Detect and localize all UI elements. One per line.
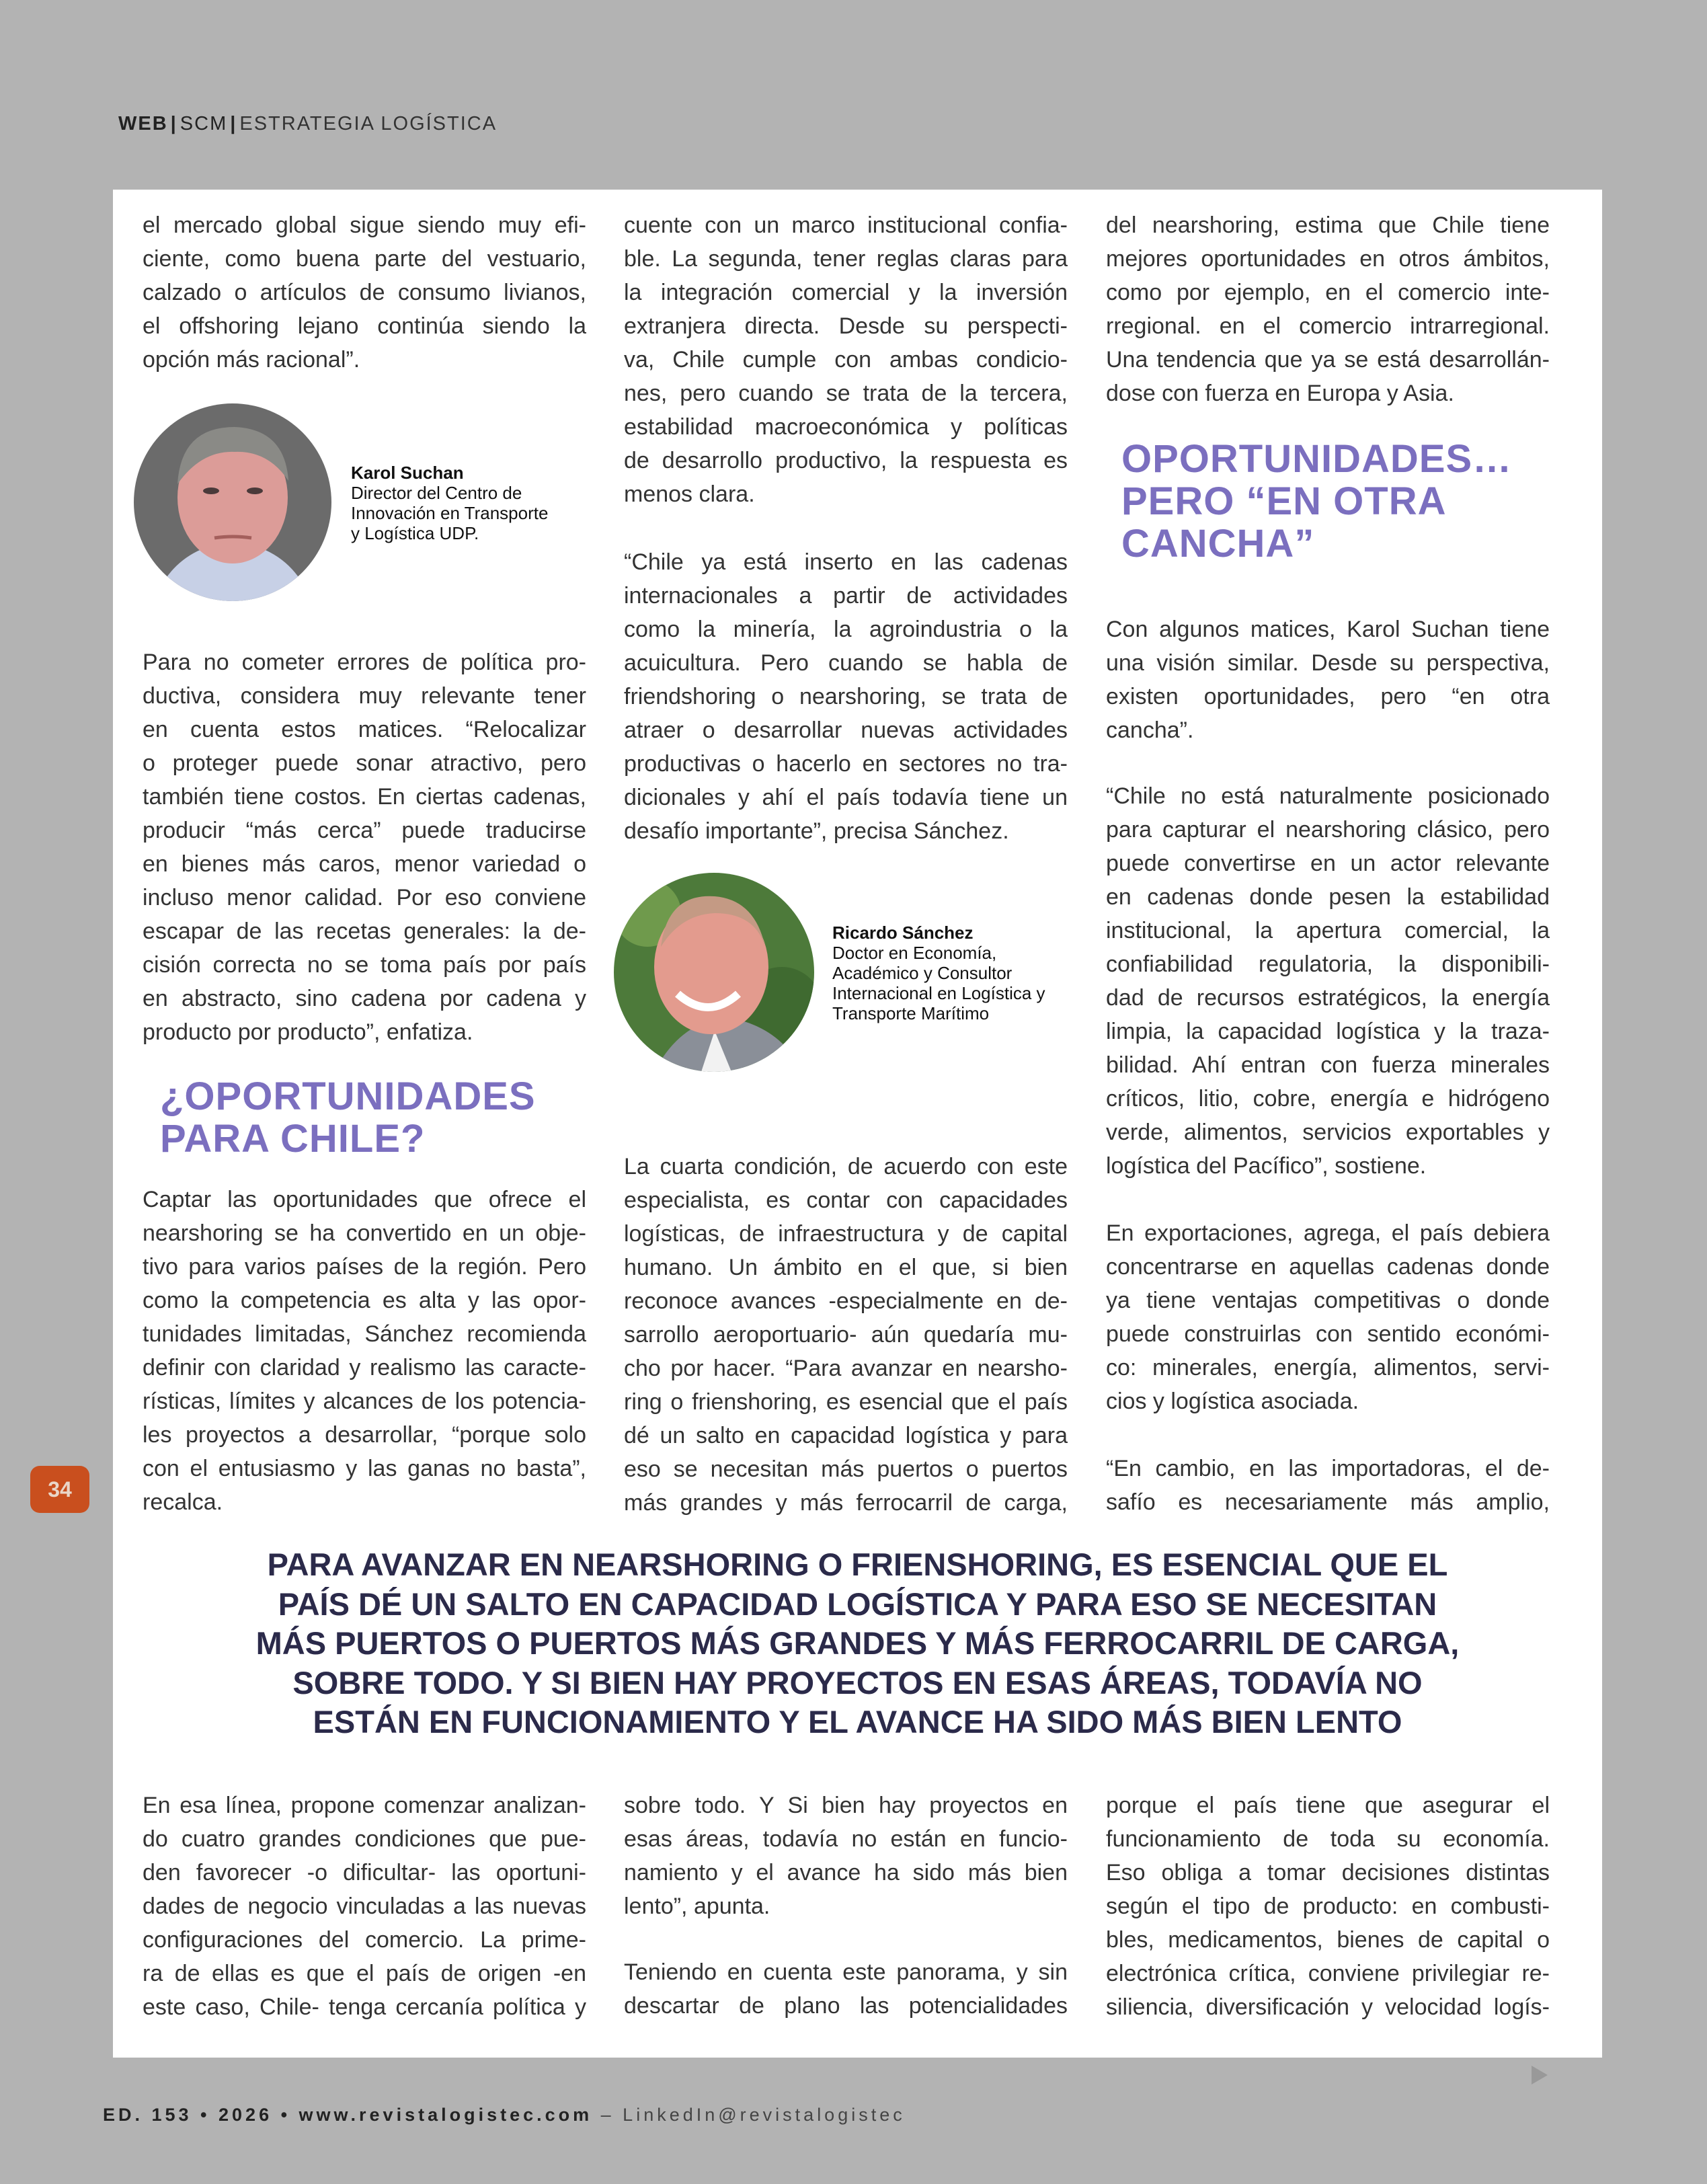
next-page-arrow-icon[interactable] bbox=[1532, 2066, 1548, 2084]
text-line: Eso obliga a tomar decisiones distintas bbox=[1106, 1860, 1550, 1885]
footer-social: – LinkedIn@revistalogistec bbox=[592, 2105, 906, 2125]
subheading-oportunidades-chile bbox=[160, 1075, 536, 1160]
text-line: rísticas, límites y alcances de los potencia- bbox=[143, 1389, 586, 1414]
text-line: La cuarta condición, de acuerdo con este bbox=[624, 1154, 1068, 1179]
text-line: acuicultura. Pero cuando se habla de bbox=[624, 650, 1068, 676]
text-line: también tiene costos. En ciertas cadenas, bbox=[143, 784, 586, 810]
text-line: el mercado global sigue siendo muy efi- bbox=[143, 212, 586, 238]
paragraph bbox=[1106, 779, 1550, 1183]
pull-quote-line: PARA AVANZAR EN NEARSHORING O FRIENSHORING, ES ESENCIAL QUE EL bbox=[267, 1547, 1448, 1582]
caption-karol-suchan bbox=[351, 463, 548, 543]
text-line: de desarrollo productivo, la respuesta es bbox=[624, 448, 1068, 473]
profile-title: Director del Centro de bbox=[351, 483, 522, 503]
text-line: especialista, es contar con capacidades bbox=[624, 1187, 1068, 1213]
text-line: humano. Un ámbito en el que, si bien bbox=[624, 1255, 1068, 1280]
text-line: siliencia, diversificación y velocidad logís- bbox=[1106, 1994, 1550, 2020]
subheading-otra-cancha bbox=[1121, 438, 1512, 565]
heading-line: OPORTUNIDADES… bbox=[1121, 437, 1513, 481]
header-separator: | bbox=[230, 113, 237, 134]
text-line: reconoce avances -especialmente en de- bbox=[624, 1288, 1068, 1314]
pull-quote-line: SOBRE TODO. Y SI BIEN HAY PROYECTOS EN ESAS ÁREAS, TODAVÍA NO bbox=[292, 1664, 1423, 1701]
text-line: una visión similar. Desde su perspectiva, bbox=[1106, 650, 1550, 676]
text-line: confiabilidad regulatoria, la disponibili- bbox=[1106, 951, 1550, 977]
text-line: logísticas, de infraestructura y de capital bbox=[624, 1221, 1068, 1247]
text-line: producto por producto”, enfatiza. bbox=[143, 1019, 473, 1045]
text-line: del nearshoring, estima que Chile tiene bbox=[1106, 212, 1550, 238]
profile-name: Karol Suchan bbox=[351, 463, 464, 483]
caption-ricardo-sanchez bbox=[832, 923, 1045, 1023]
text-line: tivo para varios países de la región. Pero bbox=[143, 1254, 586, 1280]
text-line: internacionales a partir de actividades bbox=[624, 583, 1068, 609]
text-line: dé un salto en capacidad logística y para bbox=[624, 1423, 1068, 1448]
text-line: atraer o desarrollar nuevas actividades bbox=[624, 717, 1068, 743]
text-line: más grandes y más ferrocarril de carga, bbox=[624, 1490, 1068, 1516]
text-line: Una tendencia que ya se está desarrollán- bbox=[1106, 347, 1550, 373]
portrait-karol-suchan bbox=[134, 403, 331, 601]
paragraph bbox=[624, 1150, 1068, 1520]
paragraph bbox=[143, 1789, 586, 2024]
text-line: críticos, litio, cobre, energía e hidrógeno bbox=[1106, 1086, 1550, 1112]
profile-title: Doctor en Economía, bbox=[832, 943, 997, 963]
text-line: dades de negocio vinculadas a las nuevas bbox=[143, 1894, 586, 1919]
text-line: friendshoring o nearshoring, se trata de bbox=[624, 684, 1068, 709]
text-line: mejores oportunidades en otros ámbitos, bbox=[1106, 246, 1550, 272]
text-line: calzado o artículos de consumo livianos, bbox=[143, 280, 586, 305]
text-line: institucional, la apertura comercial, la bbox=[1106, 918, 1550, 943]
text-line: con el entusiasmo y las ganas no basta”, bbox=[143, 1456, 586, 1481]
text-line: ya tiene ventajas competitivas o donde bbox=[1106, 1288, 1550, 1313]
text-line: bilidad. Ahí entran con fuerza minerales bbox=[1106, 1052, 1550, 1078]
text-line: Con algunos matices, Karol Suchan tiene bbox=[1106, 617, 1550, 642]
text-line: cho por hacer. “Para avanzar en nearsho- bbox=[624, 1356, 1068, 1381]
text-line: opción más racional”. bbox=[143, 347, 360, 373]
profile-title: Transporte Marítimo bbox=[832, 1003, 990, 1023]
text-line: menos clara. bbox=[624, 481, 755, 507]
footer-edition: ED. 153 • 2026 • www.revistalogistec.com bbox=[103, 2105, 593, 2125]
paragraph bbox=[1106, 1789, 1550, 2024]
text-line: el offshoring lejano continúa siendo la bbox=[143, 313, 586, 339]
paragraph bbox=[624, 1789, 1068, 1923]
text-line: esas áreas, todavía no están en funcio- bbox=[624, 1826, 1068, 1852]
pull-quote-line: ESTÁN EN FUNCIONAMIENTO Y EL AVANCE HA SIDO MÁS BIEN LENTO bbox=[313, 1704, 1402, 1740]
footer bbox=[103, 2105, 906, 2126]
profile-title: Internacional en Logística y bbox=[832, 983, 1045, 1003]
text-line: ra de ellas es que el país de origen -en bbox=[143, 1961, 586, 1986]
text-line: puede convertirse en un actor relevante bbox=[1106, 851, 1550, 876]
portrait-image bbox=[134, 403, 331, 601]
text-line: cisión correcta no se toma país por país bbox=[143, 952, 586, 978]
profile-title: y Logística UDP. bbox=[351, 523, 479, 543]
paragraph bbox=[1106, 1452, 1550, 1519]
text-line: bles, medicamentos, bienes de capital o bbox=[1106, 1927, 1550, 1953]
text-line: tunidades limitadas, Sánchez recomienda bbox=[143, 1321, 586, 1347]
profile-title: Académico y Consultor bbox=[832, 963, 1013, 983]
text-line: “En cambio, en las importadoras, el de- bbox=[1106, 1456, 1550, 1481]
text-line: do cuatro grandes condiciones que pue- bbox=[143, 1826, 586, 1852]
text-line: electrónica crítica, conviene privilegiar re- bbox=[1106, 1961, 1550, 1986]
text-line: concentrarse en aquellas cadenas donde bbox=[1106, 1254, 1550, 1280]
text-line: ring o frienshoring, es esencial que el país bbox=[624, 1389, 1068, 1415]
text-line: recalca. bbox=[143, 1489, 223, 1515]
text-line: productivas o hacerlo en sectores no tra- bbox=[624, 751, 1068, 777]
text-line: lento”, apunta. bbox=[624, 1894, 770, 1919]
text-line: cios y logística asociada. bbox=[1106, 1389, 1359, 1414]
heading-line: ¿OPORTUNIDADES bbox=[160, 1075, 536, 1118]
text-line: rregional. en el comercio intrarregional. bbox=[1106, 313, 1550, 339]
text-line: ble. La segunda, tener reglas claras para bbox=[624, 246, 1068, 272]
text-line: funcionamiento de toda su economía. bbox=[1106, 1826, 1550, 1852]
paragraph bbox=[1106, 613, 1550, 747]
text-line: nes, pero cuando se trata de la tercera, bbox=[624, 381, 1068, 406]
text-line: como por ejemplo, en el comercio inte- bbox=[1106, 280, 1550, 305]
text-line: existen oportunidades, pero “en otra bbox=[1106, 684, 1550, 709]
text-line: definir con claridad y realismo las caracte- bbox=[143, 1355, 586, 1380]
text-line: como la competencia es alta y las opor- bbox=[143, 1288, 586, 1313]
text-line: eso se necesitan más puertos o puertos bbox=[624, 1456, 1068, 1482]
text-line: porque el país tiene que asegurar el bbox=[1106, 1793, 1550, 1818]
paragraph bbox=[624, 1955, 1068, 2023]
header-separator: | bbox=[170, 113, 177, 134]
text-line: según el tipo de producto: en combusti- bbox=[1106, 1894, 1550, 1919]
portrait-ricardo-sanchez bbox=[614, 873, 814, 1072]
pull-quote bbox=[113, 1545, 1602, 1742]
text-line: descartar de plano las potencialidades bbox=[624, 1993, 1068, 2019]
text-line: sarrollo aeroportuario- aún quedaría mu- bbox=[624, 1322, 1068, 1348]
header-section: ESTRATEGIA LOGÍSTICA bbox=[239, 113, 498, 134]
text-line: desafío importante”, precisa Sánchez. bbox=[624, 818, 1009, 844]
text-line: en cadenas donde pesen la estabilidad bbox=[1106, 884, 1550, 910]
text-line: Captar las oportunidades que ofrece el bbox=[143, 1187, 586, 1212]
paragraph bbox=[143, 208, 586, 377]
text-line: en abstracto, sino cadena por cadena y bbox=[143, 986, 586, 1011]
text-line: cancha”. bbox=[1106, 717, 1194, 743]
header-web: WEB bbox=[118, 113, 168, 134]
text-line: den favorecer -o dificultar- las oportuni- bbox=[143, 1860, 586, 1885]
text-line: dad de recursos estratégicos, la energía bbox=[1106, 985, 1550, 1011]
text-line: safío es necesariamente más amplio, bbox=[1106, 1489, 1550, 1515]
section-header bbox=[118, 113, 497, 135]
heading-line: PERO “EN OTRA bbox=[1121, 479, 1447, 523]
text-line: ciente, como buena parte del vestuario, bbox=[143, 246, 586, 272]
text-line: co: minerales, energía, alimentos, servi- bbox=[1106, 1355, 1550, 1380]
text-line: extranjera directa. Desde su perspecti- bbox=[624, 313, 1068, 339]
text-line: “Chile ya está inserto en las cadenas bbox=[624, 549, 1068, 575]
paragraph bbox=[143, 1183, 586, 1519]
text-line: les proyectos a desarrollar, “porque solo bbox=[143, 1422, 586, 1448]
text-line: o proteger puede sonar atractivo, pero bbox=[143, 750, 586, 776]
text-line: Para no cometer errores de política pro- bbox=[143, 650, 586, 675]
text-line: en bienes más caros, menor variedad o bbox=[143, 851, 586, 877]
text-line: sobre todo. Y Si bien hay proyectos en bbox=[624, 1793, 1068, 1818]
page-number-badge: 34 bbox=[30, 1466, 89, 1513]
pull-quote-line: PAÍS DÉ UN SALTO EN CAPACIDAD LOGÍSTICA Y PARA ESO SE NECESITAN bbox=[278, 1586, 1437, 1622]
heading-line: PARA CHILE? bbox=[160, 1117, 426, 1161]
paragraph bbox=[624, 208, 1068, 511]
paragraph bbox=[1106, 208, 1550, 410]
text-line: logística del Pacífico”, sostiene. bbox=[1106, 1153, 1427, 1179]
text-line: verde, alimentos, servicios exportables y bbox=[1106, 1120, 1550, 1145]
pull-quote-line: MÁS PUERTOS O PUERTOS MÁS GRANDES Y MÁS FERROCARRIL DE CARGA, bbox=[255, 1625, 1460, 1661]
paragraph bbox=[143, 646, 586, 1049]
text-line: cuente con un marco institucional confia- bbox=[624, 212, 1068, 238]
profile-title: Innovación en Transporte bbox=[351, 503, 549, 523]
text-line: va, Chile cumple con ambas condicio- bbox=[624, 347, 1068, 373]
text-line: “Chile no está naturalmente posicionado bbox=[1106, 783, 1550, 809]
text-line: dose con fuerza en Europa y Asia. bbox=[1106, 381, 1454, 406]
heading-line: CANCHA” bbox=[1121, 522, 1315, 566]
text-line: ductiva, considera muy relevante tener bbox=[143, 683, 586, 709]
text-line: este caso, Chile- tenga cercanía política y bbox=[143, 1994, 586, 2020]
paragraph bbox=[624, 545, 1068, 848]
portrait-image bbox=[614, 873, 814, 1072]
text-line: para capturar el nearshoring clásico, pero bbox=[1106, 817, 1550, 843]
text-line: Teniendo en cuenta este panorama, y sin bbox=[624, 1959, 1068, 1985]
text-line: la integración comercial y la inversión bbox=[624, 280, 1068, 305]
text-line: limpia, la capacidad logística y la traza- bbox=[1106, 1019, 1550, 1044]
text-line: En esa línea, propone comenzar analizan- bbox=[143, 1793, 586, 1818]
text-line: En exportaciones, agrega, el país debiera bbox=[1106, 1220, 1550, 1246]
header-scm: SCM bbox=[180, 113, 228, 134]
profile-name: Ricardo Sánchez bbox=[832, 923, 974, 943]
text-line: namiento y el avance ha sido más bien bbox=[624, 1860, 1068, 1885]
paragraph bbox=[1106, 1216, 1550, 1418]
text-line: estabilidad macroeconómica y políticas bbox=[624, 414, 1068, 440]
text-line: dicionales y ahí el país todavía tiene un bbox=[624, 785, 1068, 810]
text-line: producir “más cerca” puede traducirse bbox=[143, 818, 586, 843]
text-line: puede construirlas con sentido económi- bbox=[1106, 1321, 1550, 1347]
text-line: escapar de las recetas generales: la de- bbox=[143, 919, 586, 944]
text-line: nearshoring se ha convertido en un obje- bbox=[143, 1220, 586, 1246]
text-line: configuraciones del comercio. La prime- bbox=[143, 1927, 586, 1953]
text-line: como la minería, la agroindustria o la bbox=[624, 617, 1068, 642]
text-line: incluso menor calidad. Por eso conviene bbox=[143, 885, 586, 910]
text-line: en cuenta estos matices. “Relocalizar bbox=[143, 717, 586, 742]
